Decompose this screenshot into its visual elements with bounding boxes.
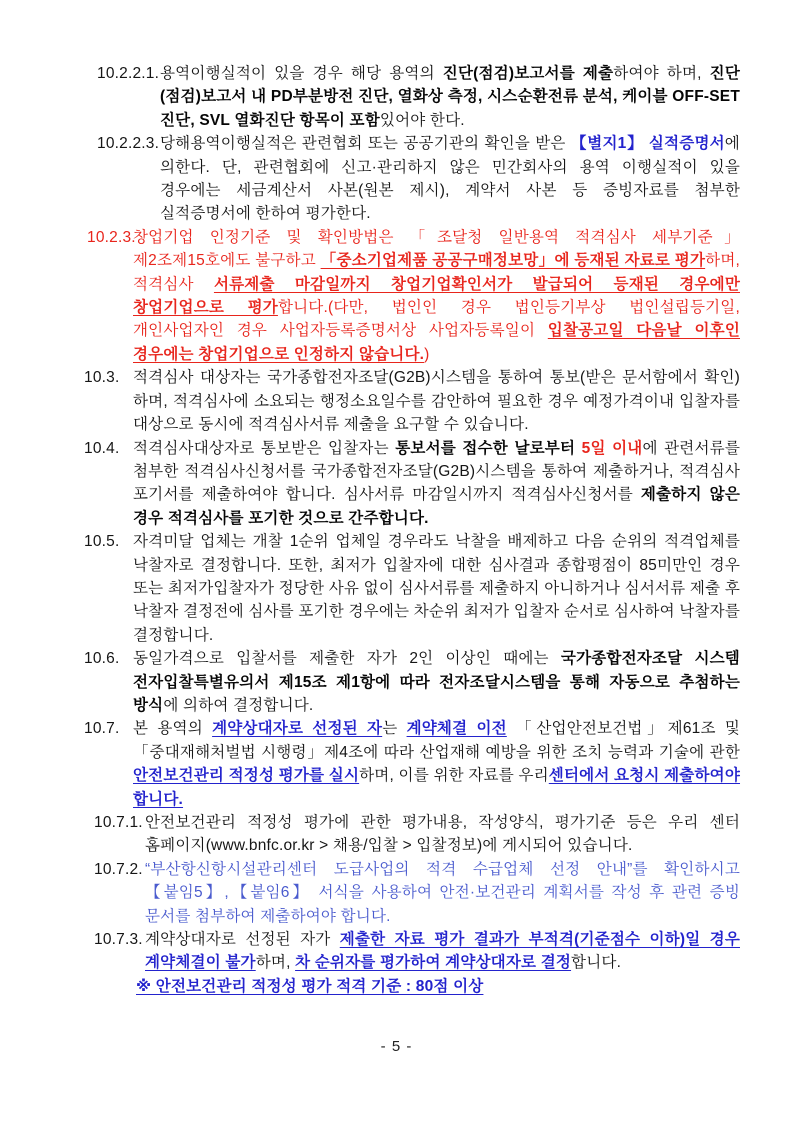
text-run: 【별지1】 실적증명서: [570, 135, 725, 153]
text-run: 하여야 하며,: [613, 65, 710, 82]
text-run: 국가종합전자조달 시스템 전자입찰특별유의서 제15조 제1항에 따라 전자조달시스템을 통해 자동으로 추첨하는 방식: [133, 650, 740, 714]
text-run: 진단(점검)보고서를 제출: [442, 65, 614, 82]
text-run: 입찰공고일 다음날 이후인 경우에는 창업기업으로 인정하지 않습니다.: [133, 322, 740, 363]
doc-item-10-2-2-3: [60, 132, 740, 226]
item-number: 10.2.2.3.: [97, 135, 160, 153]
text-run: 동일가격으로 입찰서를 제출한 자가 2인 이상인 때에는: [133, 650, 561, 668]
item-number: 10.7.3.: [94, 931, 143, 949]
text-run: 창업기업 인정기준 및 확인방법은 「조달청 일반용역 적격심사 세부기준」 제2조제15호에도 불구하고: [133, 228, 740, 270]
text-run: 적격심사 대상자는 국가종합전자조달(G2B)시스템을 통하여 통보(받은 문서함에서 확인)하며, 적격심사에 소요되는 행정소요일수를 감안하여 필요한 경우 예정가격이내 입찰자를 대상으로 동시에 적격심사서류 제출을 요구할 수 있습니다.: [133, 369, 740, 434]
text-run: ※ 안전보건관리 적정성 평가 적격 기준 : 80점 이상: [136, 977, 484, 995]
item-number: 10.5.: [84, 533, 120, 551]
text-run: 는: [382, 720, 407, 738]
text-run: 차 순위자를 평가하여 계약상대자로 결정: [295, 954, 572, 972]
doc-item-10-7-2: [60, 858, 740, 928]
text-run: 하며, 적격심사: [133, 252, 740, 293]
doc-item-10-2-3: [60, 226, 740, 366]
item-number: 10.7.1.: [94, 814, 143, 831]
item-number: 10.2.2.1.: [97, 65, 160, 82]
text-run: 진단(점검)보고서 내 PD부분방전 진단, 열화상 측정, 시스순환전류 분석, 케이블 OFF-SET 진단, SVL 열화진단 항목이 포함: [160, 65, 741, 129]
text-run: 센터에서 요청시 제출하여야 합니다.: [133, 767, 741, 808]
item-number: 10.4.: [84, 439, 120, 457]
doc-note-line: [60, 975, 740, 998]
text-run: 에 관련서류를 첨부한 적격심사신청서를 국가종합전자조달(G2B)시스템을 통하여 제출하거나, 적격심사 포기서를 제출하여야 합니다. 심사서류 마감일시까지 적격심사신청서를: [133, 439, 740, 504]
text-run: 에 의한다. 단, 관련협회에 신고·관리하지 않은 민간회사의 용역 이행실적이 있을 경우에는 세금계산서 사본(원본 제시), 계약서 사본 등 증빙자료를 첨부한 실적증명서에 한하여 평가한다.: [160, 135, 740, 223]
text-run: 제출하지 않은 경우 적격심사를 포기한 것으로 간주합니다.: [133, 486, 740, 527]
text-run: 자격미달 업체는 개찰 1순위 업체일 경우라도 낙찰을 배제하고 다음 순위의 적격업체를 낙찰자로 결정합니다. 또한, 최저가 입찰자에 대한 심사결과 종합평점이 85미만인 경우 또는 최저가입찰자가 정당한 사유 없이 심사서류를 제출하지 아니하거나 심서서류 제출 후 낙찰자 결정전에 심사를 포기한 경우에는 차순위 최저가 입찰자 순서로 심사하여 낙찰자를 결정합니다.: [133, 533, 740, 644]
text-run: 안전보건관리 적정성 평가에 관한 평가내용, 작성양식, 평가기준 등은 우리 센터 홈페이지(www.bnfc.or.kr > 채용/입찰 > 입찰정보)에 게시되어 있습니다.: [145, 814, 740, 855]
text-run: 적격심사대상자로 통보받은 입찰자는: [133, 439, 396, 457]
doc-item-10-3: [60, 366, 740, 436]
text-run: 계약상대자로 선정된 자: [212, 720, 383, 738]
text-run: 서류제출 마감일까지 창업기업확인서가 발급되어 등재된 경우에만 창업기업으로 평가: [133, 275, 740, 317]
doc-item-10-4: [60, 437, 740, 531]
text-run: 통보서를 접수한 날로부터: [395, 439, 582, 457]
text-run: ): [424, 345, 430, 363]
text-run: 합니다.(다만, 법인인 경우 법인등기부상 법인설립등기일, 개인사업자인 경우 사업자등록증명서상 사업자등록일이: [133, 299, 740, 340]
doc-item-10-5: [60, 530, 740, 647]
item-number: 10.3.: [84, 369, 120, 387]
item-number: 10.7.2.: [94, 860, 143, 878]
text-run: 하며, 이를 위한 자료를 우리: [359, 767, 549, 785]
text-run: 에 의하여 결정합니다.: [163, 696, 314, 714]
page-number: - 5 -: [380, 1038, 413, 1055]
text-run: 계약상대자로 선정된 자가: [145, 931, 340, 949]
text-run: 계약체결 이전: [406, 720, 507, 738]
doc-item-10-7-3: [60, 928, 740, 975]
doc-item-10-7-1: [60, 811, 740, 858]
text-run: 당해용역이행실적은 관련협회 또는 공공기관의 확인을 받은: [160, 135, 571, 153]
text-run: 「중소기업제품 공공구매정보망」에 등재된 자료로 평가: [320, 252, 706, 270]
text-run: 있어야 한다.: [379, 111, 465, 129]
item-number: 10.6.: [84, 650, 120, 668]
text-run: 안전보건관리 적정성 평가를 실시: [133, 767, 360, 785]
item-number: 10.2.3.: [87, 228, 136, 246]
doc-item-10-7: [60, 717, 740, 811]
doc-item-10-2-2-1: [60, 62, 740, 132]
text-run: 합니다.: [571, 954, 622, 972]
text-run: 하며,: [255, 954, 296, 972]
document-body: [60, 62, 740, 998]
text-run: 제출한 자료 평가 결과가 부적격(기준점수 이하)일 경우 계약체결이 불가: [145, 931, 740, 972]
item-number: 10.7.: [84, 720, 120, 738]
text-run: “부산항신항시설관리센터 도급사업의 적격 수급업체 선정 안내”를 확인하시고 【붙임5】,【붙임6】 서식을 사용하여 안전·보건관리 계획서를 작성 후 관련 증빙 문서를 첨부하여 제출하여야 합니다.: [145, 860, 740, 925]
doc-item-10-6: [60, 647, 740, 717]
text-run: 「산업안전보건법」제61조 및 「중대재해처벌법 시행령」제4조에 따라 산업재해 예방을 위한 조치 능력과 기술에 관한: [133, 720, 740, 761]
text-run: 본 용역의: [133, 720, 213, 738]
text-run: 5일 이내: [581, 439, 643, 457]
text-run: 용역이행실적이 있을 경우 해당 용역의: [160, 65, 443, 82]
